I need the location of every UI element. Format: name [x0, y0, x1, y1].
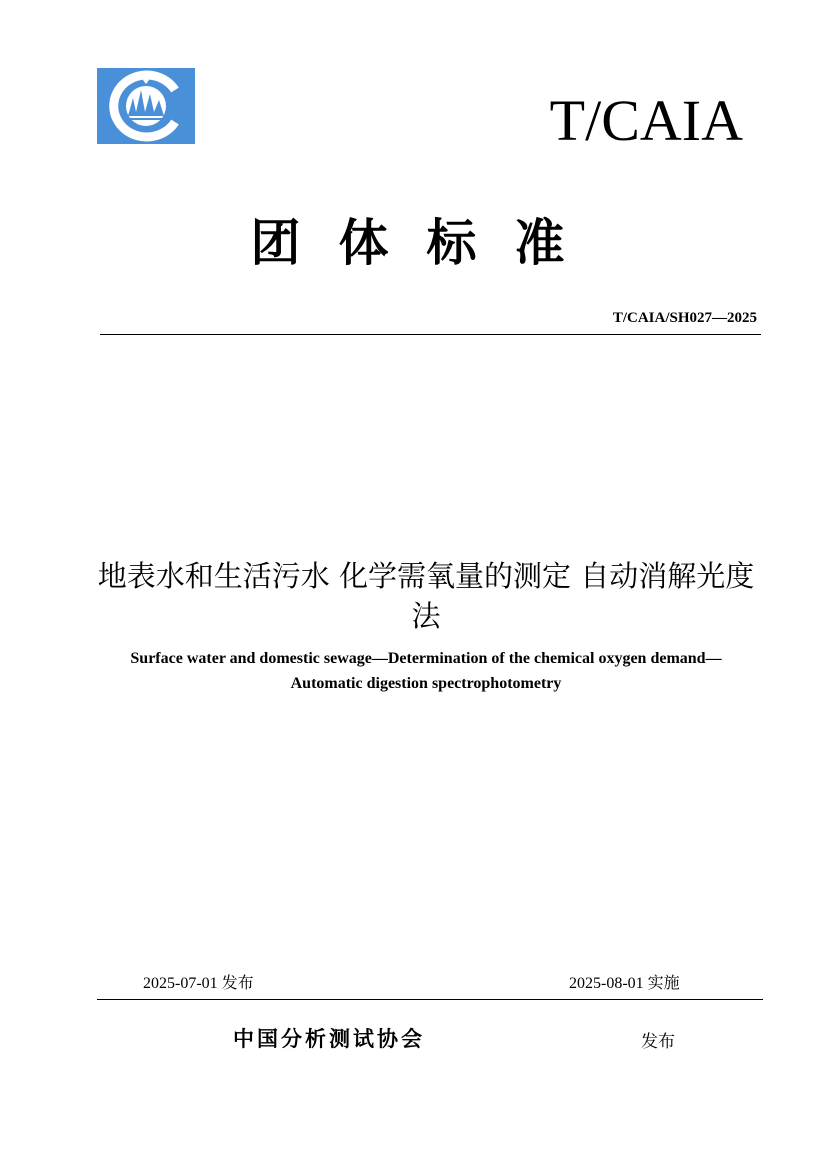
publication-date: 2025-07-01 发布: [143, 975, 254, 992]
title-english: Surface water and domestic sewage—Determination of the chemical oxygen demand—Automatic digestion spectrophotometry: [130, 650, 722, 692]
header-divider: [100, 334, 761, 335]
footer-divider: [97, 999, 763, 1000]
standard-number: T/CAIA/SH027—2025: [612, 310, 757, 326]
caia-logo-icon: [97, 68, 195, 144]
org-code: T/CAIA: [549, 88, 743, 153]
title-chinese: 地表水和生活污水 化学需氧量的测定 自动消解光度法: [97, 559, 755, 633]
issued-label: 发布: [641, 1032, 675, 1052]
issuing-organization: 中国分析测试协会: [233, 1027, 425, 1051]
effective-date: 2025-08-01 实施: [569, 975, 680, 992]
standard-type-heading: 团体标准: [250, 214, 603, 272]
